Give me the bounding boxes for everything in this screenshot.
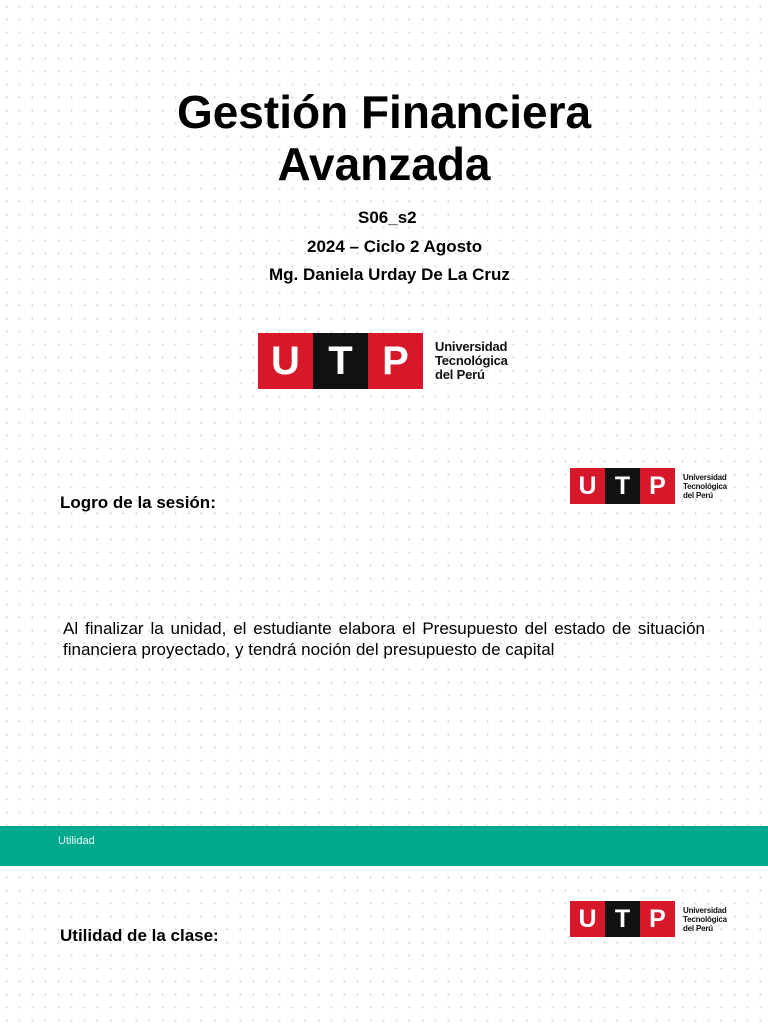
band-label: Utilidad xyxy=(58,835,95,847)
logo-letter-t: T xyxy=(605,901,640,937)
logo-university-name xyxy=(683,473,727,500)
logo-letter-p: P xyxy=(368,333,423,389)
utp-logo-small-utilidad xyxy=(570,901,727,937)
section-band xyxy=(0,826,768,866)
logo-letter-p: P xyxy=(640,468,675,504)
logo-line-3: del Perú xyxy=(683,490,713,500)
logo-line-3: del Perú xyxy=(683,923,713,933)
logo-line-1: Universidad xyxy=(683,905,727,915)
logo-line-2: Tecnológica xyxy=(683,481,727,491)
logo-letter-t: T xyxy=(605,468,640,504)
utp-logo-small-logro xyxy=(570,468,727,504)
logro-heading: Logro de la sesión: xyxy=(60,493,216,512)
logo-line-1: Universidad xyxy=(683,472,727,482)
logo-letter-p: P xyxy=(640,901,675,937)
logo-letter-u: U xyxy=(570,901,605,937)
logo-letter-t: T xyxy=(313,333,368,389)
logo-line-2: Tecnológica xyxy=(435,353,508,368)
logo-line-1: Universidad xyxy=(435,339,508,354)
cycle-text: 2024 – Ciclo 2 Agosto xyxy=(307,237,483,256)
title-line-2: Avanzada xyxy=(277,138,491,190)
logo-line-2: Tecnológica xyxy=(683,914,727,924)
logo-letter-u: U xyxy=(258,333,313,389)
logo-university-name xyxy=(435,340,508,382)
teacher-name: Mg. Daniela Urday De La Cruz xyxy=(269,265,510,284)
logo-line-3: del Perú xyxy=(435,367,485,382)
session-code: S06_s2 xyxy=(358,208,417,227)
logo-university-name xyxy=(683,906,727,933)
title-line-1: Gestión Financiera xyxy=(176,86,592,138)
document-title xyxy=(0,86,768,190)
utp-logo-large xyxy=(258,333,508,389)
utilidad-heading: Utilidad de la clase: xyxy=(60,926,219,945)
logo-letter-u: U xyxy=(570,468,605,504)
logro-text: Al finalizar la unidad, el estudiante elabora el Presupuesto del estado de situación financiera proyectado, y tendrá noción del presupuesto de capital xyxy=(63,619,705,659)
